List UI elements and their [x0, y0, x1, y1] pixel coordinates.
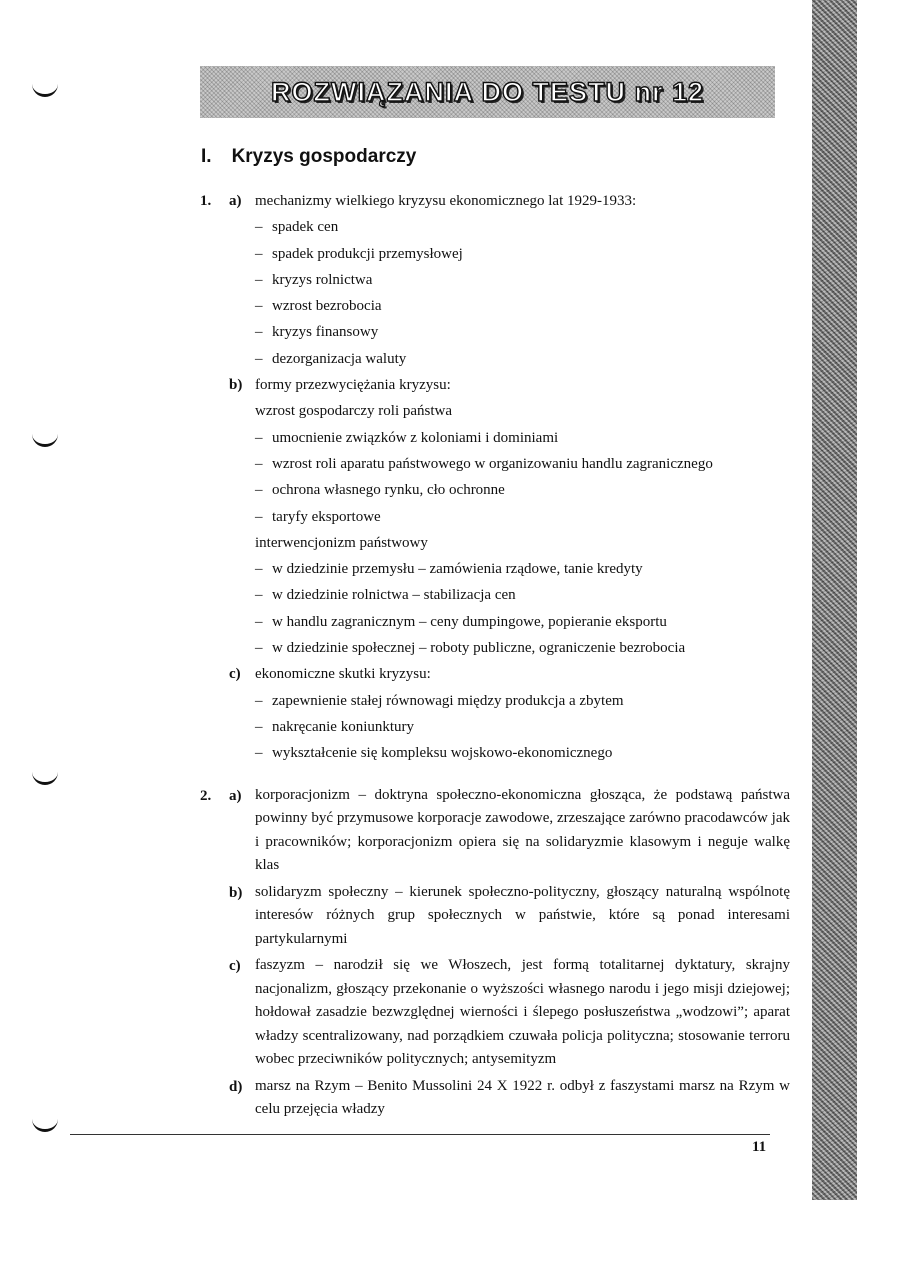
list-item: – nakręcanie koniunktury	[255, 718, 415, 735]
list-item: – wzrost roli aparatu państwowego w organizowaniu handlu zagranicznego	[255, 455, 713, 472]
list-item: – ochrona własnego rynku, cło ochronne	[255, 482, 505, 499]
section-title: Kryzys gospodarczy	[231, 146, 417, 167]
list-item: – spadek cen	[255, 219, 339, 236]
footer-rule	[70, 1134, 770, 1135]
part-letter: c)	[229, 958, 241, 975]
part-letter: a)	[229, 193, 242, 209]
paragraph: korporacjonizm – doktryna społeczno-ekonomiczna głosząca, że podstawą państwa powinny być przymusowe korporacje zawodowe, zrzeszające zarówno pracodawców jak i pracowników; korporacjonizm opiera się na solidaryzmie klasowym i neguje walkę klas	[255, 786, 790, 874]
paragraph: marsz na Rzym – Benito Mussolini 24 X 1922 r. odbył z faszystami marsz na Rzym w celu przejęcia władzy	[255, 1077, 790, 1118]
part-heading: formy przezwyciężania kryzysu:	[255, 377, 451, 394]
paragraph: faszyzm – narodził się we Włoszech, jest formą totalitarnej dyktatury, skrajny nacjonalizm, głoszący przekonanie o wyższości własnego narodu i jego misji dziejowej; hołdował zasadzie bezwzględnej wierności i ślepego posłuszeństwa „wodzowi”; aparat władzy scentralizowany, nad porządkiem czuwała policja polityczna; stosowanie terroru wobec przeciwników politycznych; antysemityzm	[255, 957, 790, 1068]
q2-part-a	[229, 783, 790, 880]
question-number: 2.	[200, 787, 212, 804]
part-letter: b)	[229, 884, 243, 901]
list-item: – w handlu zagranicznym – ceny dumpingowe, popieranie eksportu	[255, 613, 667, 630]
list-item: – spadek produkcji przemysłowej	[255, 245, 463, 262]
list-item: – umocnienie związków z koloniami i dominiami	[255, 429, 559, 446]
section-heading	[201, 146, 416, 168]
section-number: I.	[201, 146, 212, 167]
part-heading: mechanizmy wielkiego kryzysu ekonomicznego lat 1929-1933:	[255, 193, 637, 209]
q2-part-b	[229, 880, 790, 954]
part-letter: d)	[229, 1078, 243, 1095]
q1-part-a	[229, 188, 790, 372]
paragraph: solidaryzm społeczny – kierunek społeczno-polityczny, głoszący naturalną wspólnotę interesów różnych grup społecznych w państwie, które są ponad interesami partykularnymi	[255, 883, 790, 947]
list-item: – taryfy eksportowe	[255, 508, 381, 525]
list-item: – dezorganizacja waluty	[255, 350, 407, 367]
binder-hole-mark	[32, 772, 58, 785]
answer-content	[200, 188, 790, 1124]
q1-part-c	[229, 661, 790, 766]
list-item: – w dziedzinie przemysłu – zamówienia rządowe, tanie kredyty	[255, 561, 643, 578]
list-item: – wzrost bezrobocia	[255, 298, 382, 315]
page-number: 11	[752, 1139, 767, 1155]
list-item: – w dziedzinie rolnictwa – stabilizacja cen	[255, 587, 516, 604]
q2-part-d	[229, 1074, 790, 1124]
binder-hole-mark	[32, 1119, 58, 1132]
header-title: ROZWIĄZANIA DO TESTU nr 12	[270, 76, 704, 107]
part-heading: ekonomiczne skutki kryzysu:	[255, 666, 431, 683]
group-title: wzrost gospodarczy roli państwa	[255, 403, 453, 420]
q1-part-b	[229, 372, 790, 661]
list-item: – zapewnienie stałej równowagi między produkcja a zbytem	[255, 692, 624, 709]
binder-hole-mark	[32, 84, 58, 97]
header-banner	[200, 66, 775, 118]
group-title: interwencjonizm państwowy	[255, 534, 428, 551]
list-item: – kryzys finansowy	[255, 324, 379, 341]
part-letter: c)	[229, 666, 241, 683]
binder-hole-mark	[32, 434, 58, 447]
part-letter: b)	[229, 377, 243, 394]
question-2	[200, 783, 790, 1124]
list-item: – w dziedzinie społecznej – roboty publiczne, ograniczenie bezrobocia	[255, 640, 686, 657]
part-letter: a)	[229, 787, 242, 804]
question-number: 1.	[200, 193, 212, 209]
list-item: – kryzys rolnictwa	[255, 271, 373, 288]
question-1	[200, 188, 790, 767]
page-edge-scan-shadow	[812, 0, 857, 1200]
list-item: – wykształcenie się kompleksu wojskowo-ekonomicznego	[255, 745, 613, 762]
q2-part-c	[229, 953, 790, 1074]
